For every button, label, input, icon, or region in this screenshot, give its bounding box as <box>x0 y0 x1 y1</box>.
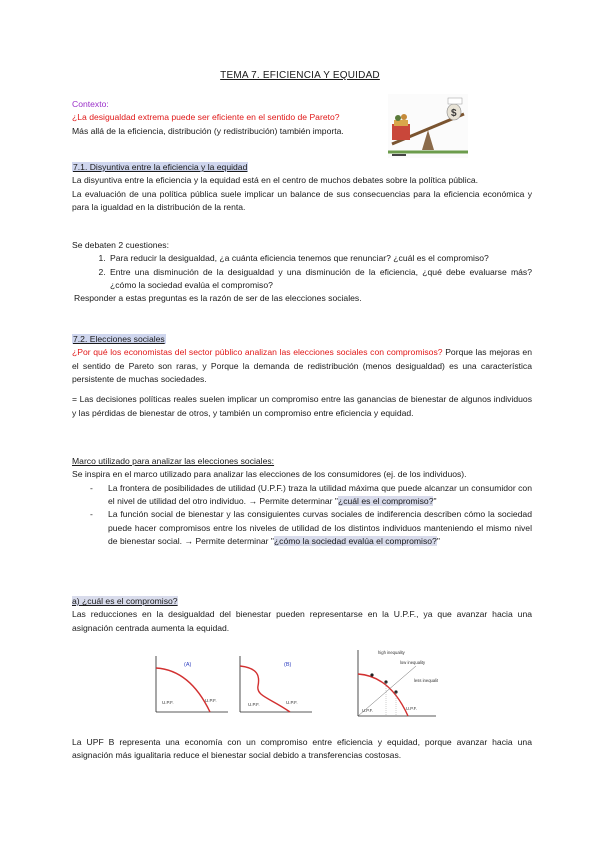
section-7-2-question: ¿Por qué los economistas del sector público analizan las elecciones sociales con compromisos? <box>72 347 443 358</box>
marco-block <box>72 455 532 548</box>
chart-a-curve-label: U.P.F. <box>205 698 217 703</box>
svg-text:$: $ <box>451 108 457 119</box>
marco-bullet-2: - La función social de bienestar y las consiguientes curvas sociales de indiferencia describen cómo la sociedad puede hacer compromisos entre los niveles de utilidad de los distintos individuos manteniendo el mismo nivel de bienestar social. → Permite determinar "¿cómo la sociedad evalúa el compromiso?" <box>108 508 532 548</box>
section-7-2-p1-rest: Porque las mejoras en el sentido de Pareto son raras, y Porque la demanda de redistribución (menos desigualdad) es una característica persistente de muchas sociedades. <box>72 347 532 384</box>
page-title: TEMA 7. EFICIENCIA Y EQUIDAD <box>220 70 380 81</box>
section-a-p2: La UPF B representa una economía con un compromiso entre eficiencia y equidad, porque avanzar hacia una asignación más igualitaria reduce el bienestar social debido a transferencias costosas. <box>72 737 532 761</box>
context-label: Contexto: <box>72 99 109 109</box>
section-a-heading: a) ¿cuál es el compromiso? <box>72 596 178 606</box>
upf-chart-c <box>338 646 438 730</box>
debate-item-2: 2. Entre una disminución de la desigualdad y una disminución de la eficiencia, ¿qué debe evaluarse más? ¿cómo la sociedad evalúa el compromiso? <box>108 266 532 293</box>
seesaw-cartoon-image <box>388 94 468 158</box>
chart-c-upf-label: U.P.F. <box>362 708 373 713</box>
debate-closing: Responder a estas preguntas es la razón de ser de las elecciones sociales. <box>74 293 362 304</box>
section-7-2 <box>72 333 532 420</box>
section-7-1-heading: 7.1. Disyuntiva entre la eficiencia y la equidad <box>73 162 248 172</box>
section-7-1-p1: La disyuntiva entre la eficiencia y la equidad está en el centro de muchos debates sobre la política pública. <box>72 175 479 186</box>
marco-bullet-1: - La frontera de posibilidades de utilidad (U.P.F.) traza la utilidad máxima que puede alcanzar un consumidor con el nivel de utilidad del otro individuo. → Permite determinar "¿cuál es el compromiso?" <box>108 482 532 509</box>
debate-block <box>72 239 532 306</box>
section-7-2-p1 <box>72 346 532 386</box>
context-text: Más allá de la eficiencia, distribución (y redistribución) también importa. <box>72 125 344 136</box>
section-a-conclusion <box>72 736 532 763</box>
section-7-1 <box>72 161 532 214</box>
upf-chart-b <box>234 654 314 722</box>
section-a <box>72 595 532 635</box>
chart-b-curve-label: U.P.F. <box>286 700 298 705</box>
context-question: ¿La desigualdad extrema puede ser eficiente en el sentido de Pareto? <box>72 112 340 123</box>
section-7-1-p2: La evaluación de una política pública suele implicar un balance de sus consecuencias para la eficiencia económica y para la igualdad en la distribución de la renta. <box>72 188 532 212</box>
chart-a-upf-label: U.P.F. <box>162 700 174 705</box>
chart-c-high-label: high inequality <box>378 650 405 655</box>
section-7-2-p2: = Las decisiones políticas reales suelen implicar un compromiso entre las ganancias de bienestar de algunos individuos y las pérdidas de bienestar de otros, y también un compromiso entre eficiencia y equidad. <box>72 394 532 418</box>
section-7-2-heading: 7.2. Elecciones sociales <box>73 334 165 344</box>
debate-item-1: 1. Para reducir la desigualdad, ¿a cuánta eficiencia tenemos que renunciar? ¿cuál es el compromiso? <box>108 252 532 265</box>
chart-b-label: (B) <box>284 662 292 668</box>
chart-c-low-label: low inequality <box>400 660 426 665</box>
chart-c-less-label: less inequality <box>414 678 438 683</box>
section-a-p1: Las reducciones en la desigualdad del bienestar pueden representarse en la U.P.F., ya que avanzar hacia una asignación centrada aumenta la equidad. <box>72 609 532 633</box>
chart-b-upf-label: U.P.F. <box>248 702 260 707</box>
debate-intro: Se debaten 2 cuestiones: <box>72 240 169 250</box>
marco-heading: Marco utilizado para analizar las elecciones sociales: <box>72 456 275 466</box>
marco-intro: Se inspira en el marco utilizado para analizar las elecciones de los consumidores (ej. de los individuos). <box>72 469 467 480</box>
upf-chart-a <box>150 654 230 722</box>
chart-c-upf2-label: U.P.F. <box>406 706 417 711</box>
chart-a-label: (A) <box>184 662 192 668</box>
